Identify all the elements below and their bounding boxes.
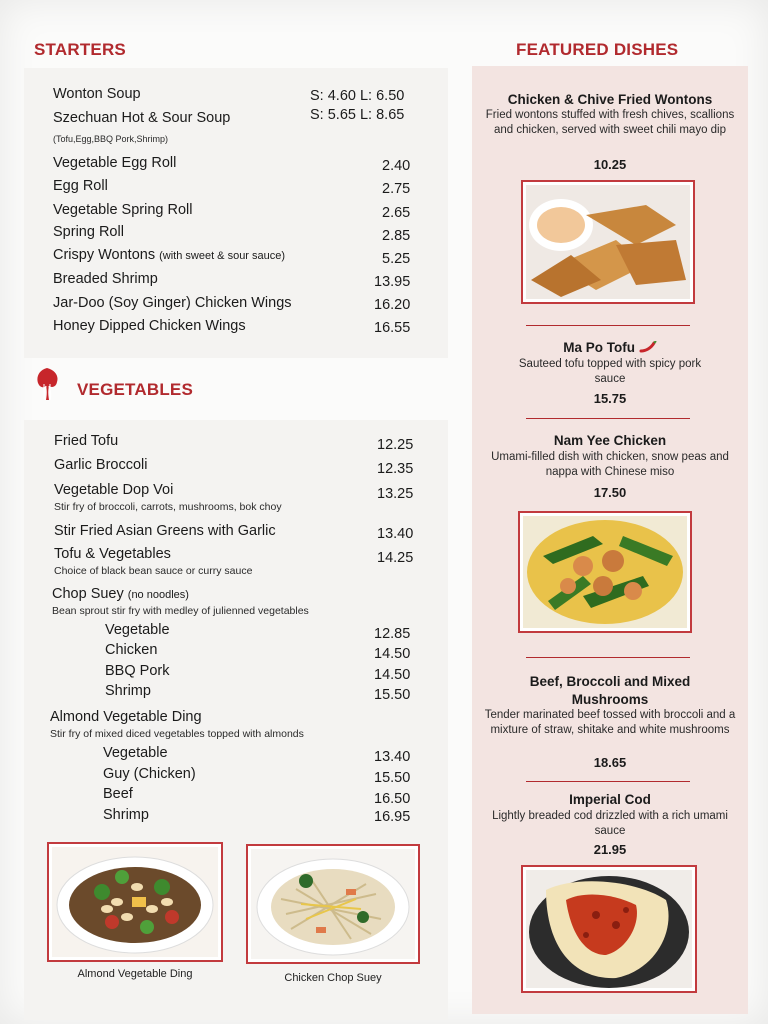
featured-item-price: 10.25 bbox=[593, 157, 627, 172]
featured-item-price: 15.75 bbox=[593, 391, 627, 406]
featured-item-desc: Tender marinated beef tossed with broccoli and a mixture of straw, shitake and white mushrooms bbox=[484, 709, 736, 736]
fried-wontons-photo bbox=[521, 180, 695, 304]
option-price: 14.50 bbox=[374, 667, 411, 683]
menu-item-price: 2.65 bbox=[382, 205, 411, 221]
featured-item-desc: Fried wontons stuffed with fresh chives, scallions and chicken, served with sweet chili mayo dip bbox=[485, 109, 735, 136]
photo-caption: Chicken Chop Suey bbox=[284, 972, 382, 984]
option-name: BBQ Pork bbox=[105, 663, 170, 679]
menu-item-price: 5.25 bbox=[382, 251, 411, 267]
menu-item-name: Honey Dipped Chicken Wings bbox=[53, 318, 246, 334]
menu-item-name: Fried Tofu bbox=[54, 433, 119, 449]
option-price: 13.40 bbox=[374, 749, 411, 765]
featured-heading: FEATURED DISHES bbox=[516, 40, 679, 59]
imperial-cod-photo bbox=[521, 865, 697, 993]
menu-item-name: Breaded Shrimp bbox=[53, 271, 158, 287]
option-price: 15.50 bbox=[374, 770, 411, 786]
menu-item-name: Jar-Doo (Soy Ginger) Chicken Wings bbox=[53, 295, 292, 311]
divider bbox=[526, 781, 690, 782]
menu-item-name: Tofu & Vegetables bbox=[54, 546, 171, 562]
menu-item-name bbox=[53, 247, 285, 263]
featured-item-price: 21.95 bbox=[593, 842, 627, 857]
option-name: Vegetable bbox=[103, 745, 168, 761]
option-name: Chicken bbox=[105, 642, 158, 658]
menu-item-price: 12.35 bbox=[377, 461, 414, 477]
menu-item-price: 2.85 bbox=[382, 228, 411, 244]
featured-item-name: Chicken & Chive Fried Wontons bbox=[507, 92, 713, 107]
divider bbox=[526, 657, 690, 658]
starters-heading: STARTERS bbox=[34, 40, 126, 59]
menu-item-price: S: 4.60 L: 6.50 bbox=[310, 88, 405, 104]
menu-item-note: (no noodles) bbox=[127, 589, 189, 601]
menu-item-name: Vegetable Dop Voi bbox=[54, 482, 174, 498]
featured-item-price: 17.50 bbox=[593, 485, 627, 500]
menu-item-name: Vegetable Spring Roll bbox=[53, 202, 193, 218]
featured-item-desc: Sauteed tofu topped with spicy pork sauce bbox=[518, 358, 702, 385]
menu-item-desc: Stir fry of mixed diced vegetables topped with almonds bbox=[50, 728, 304, 740]
option-price: 14.50 bbox=[374, 646, 411, 662]
menu-item-name: Szechuan Hot & Sour Soup bbox=[53, 110, 231, 126]
chicken-chop-suey-photo bbox=[246, 844, 420, 964]
menu-item-name: Wonton Soup bbox=[53, 86, 141, 102]
menu-item-price: 12.25 bbox=[377, 437, 414, 453]
option-name: Shrimp bbox=[105, 683, 151, 699]
menu-item-price: 13.25 bbox=[377, 486, 414, 502]
featured-item-name: Nam Yee Chicken bbox=[553, 433, 667, 448]
option-name: Shrimp bbox=[103, 807, 149, 823]
menu-item-price: 13.95 bbox=[374, 274, 411, 290]
divider bbox=[526, 325, 690, 326]
menu-item-price: 14.25 bbox=[377, 550, 414, 566]
menu-item-desc: Bean sprout stir fry with medley of julienned vegetables bbox=[52, 605, 309, 617]
menu-item-name: Almond Vegetable Ding bbox=[50, 709, 202, 725]
option-price: 16.95 bbox=[374, 809, 411, 825]
menu-item-label: Crispy Wontons bbox=[53, 247, 156, 263]
vegetables-heading: VEGETABLES bbox=[77, 380, 193, 399]
menu-item-desc: Choice of black bean sauce or curry sauce bbox=[54, 565, 253, 577]
featured-item-label: Ma Po Tofu bbox=[563, 340, 635, 355]
featured-item-desc: Lightly breaded cod drizzled with a rich umami sauce bbox=[492, 810, 728, 837]
menu-item-label: Chop Suey bbox=[52, 586, 124, 602]
featured-item-desc: Umami-filled dish with chicken, snow peas and nappa with Chinese miso bbox=[491, 451, 729, 478]
menu-item-price: S: 5.65 L: 8.65 bbox=[310, 107, 405, 123]
nam-yee-chicken-photo bbox=[518, 511, 692, 633]
option-name: Beef bbox=[103, 786, 133, 802]
menu-item-price: 16.55 bbox=[374, 320, 411, 336]
bok-choy-icon bbox=[33, 366, 61, 402]
menu-item-name: Vegetable Egg Roll bbox=[53, 155, 177, 171]
menu-item-price: 2.40 bbox=[382, 158, 411, 174]
option-price: 15.50 bbox=[374, 687, 411, 703]
menu-item-name: Egg Roll bbox=[53, 178, 108, 194]
divider bbox=[526, 418, 690, 419]
menu-item-name bbox=[52, 586, 189, 602]
menu-item-note: (Tofu,Egg,BBQ Pork,Shrimp) bbox=[53, 134, 169, 144]
photo-caption: Almond Vegetable Ding bbox=[77, 968, 193, 980]
menu-item-desc: Stir fry of broccoli, carrots, mushrooms, bok choy bbox=[54, 501, 282, 513]
option-price: 16.50 bbox=[374, 791, 411, 807]
option-name: Guy (Chicken) bbox=[103, 766, 196, 782]
featured-item-name: Beef, Broccoli and Mixed Mushrooms bbox=[529, 674, 691, 707]
chili-pepper-icon bbox=[639, 341, 657, 356]
option-price: 12.85 bbox=[374, 626, 411, 642]
almond-vegetable-ding-photo bbox=[47, 842, 223, 962]
menu-item-name: Garlic Broccoli bbox=[54, 457, 148, 473]
option-name: Vegetable bbox=[105, 622, 170, 638]
menu-item-name: Stir Fried Asian Greens with Garlic bbox=[54, 523, 276, 539]
menu-item-price: 16.20 bbox=[374, 297, 411, 313]
featured-item-name: Imperial Cod bbox=[569, 792, 651, 807]
featured-item-name bbox=[472, 340, 748, 356]
menu-item-price: 13.40 bbox=[377, 526, 414, 542]
menu-item-name: Spring Roll bbox=[53, 224, 124, 240]
menu-item-price: 2.75 bbox=[382, 181, 411, 197]
menu-item-note: (with sweet & sour sauce) bbox=[159, 250, 286, 262]
featured-item-price: 18.65 bbox=[593, 755, 627, 770]
